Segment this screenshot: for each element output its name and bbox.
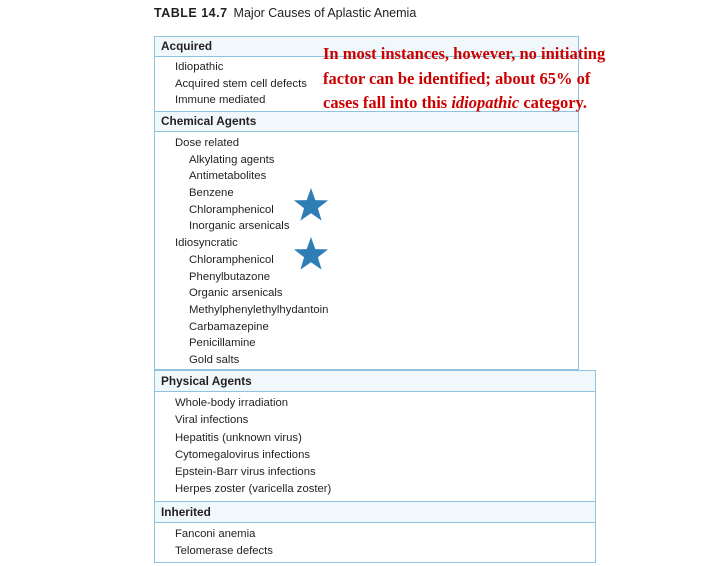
list-item: Telomerase defects (175, 545, 273, 558)
chemical-agents-list (155, 135, 578, 369)
idiosyncratic-label: Idiosyncratic (175, 237, 238, 250)
chemical-agents-header: Chemical Agents (155, 111, 578, 132)
list-item: Alkylating agents (189, 153, 275, 166)
list-item: Chloramphenicol (189, 203, 274, 216)
list-item: Acquired stem cell defects (175, 77, 307, 90)
list-item: Immune mediated (175, 94, 266, 107)
star-icon (292, 236, 330, 274)
dose-related-label: Dose related (175, 137, 240, 149)
table-number: TABLE 14.7 (154, 6, 228, 20)
table-caption (154, 6, 416, 20)
star-icon (292, 187, 330, 225)
list-item: Organic arsenicals (189, 287, 283, 300)
list-item: Penicillamine (189, 337, 256, 350)
list-item: Whole-body irradiation (175, 397, 289, 409)
list-item: Phenylbutazone (189, 270, 271, 283)
list-item: Benzene (189, 187, 234, 200)
list-item: Herpes zoster (varicella zoster) (175, 483, 332, 496)
list-item: Methylphenylethylhydantoin (189, 303, 329, 316)
table-title: Major Causes of Aplastic Anemia (233, 6, 417, 20)
list-item: Viral infections (175, 414, 249, 427)
inherited-list (155, 526, 595, 561)
physical-agents-list (155, 395, 595, 499)
annotation-text-after: category. (519, 93, 587, 112)
physical-agents-header: Physical Agents (155, 370, 595, 392)
list-item: Idiopathic (175, 61, 224, 73)
list-item: Gold salts (189, 353, 240, 366)
list-item: Chloramphenicol (189, 253, 274, 266)
list-item: Inorganic arsenicals (189, 220, 290, 233)
annotation-note (323, 42, 613, 116)
acquired-header: Acquired (155, 36, 578, 57)
list-item: Fanconi anemia (175, 528, 256, 540)
list-item: Epstein-Barr virus infections (175, 466, 316, 479)
list-item: Cytomegalovirus infections (175, 448, 310, 461)
list-item: Antimetabolites (189, 170, 267, 183)
list-item: Hepatitis (unknown virus) (175, 431, 302, 444)
annotation-text-before: In most instances, however, no initiating factor can be identified; about 65% of cases fall into this (323, 44, 606, 112)
lower-table-panel (154, 370, 596, 563)
inherited-header: Inherited (155, 501, 595, 523)
annotation-emphasis: idiopathic (451, 93, 520, 112)
list-item: Carbamazepine (189, 320, 269, 333)
